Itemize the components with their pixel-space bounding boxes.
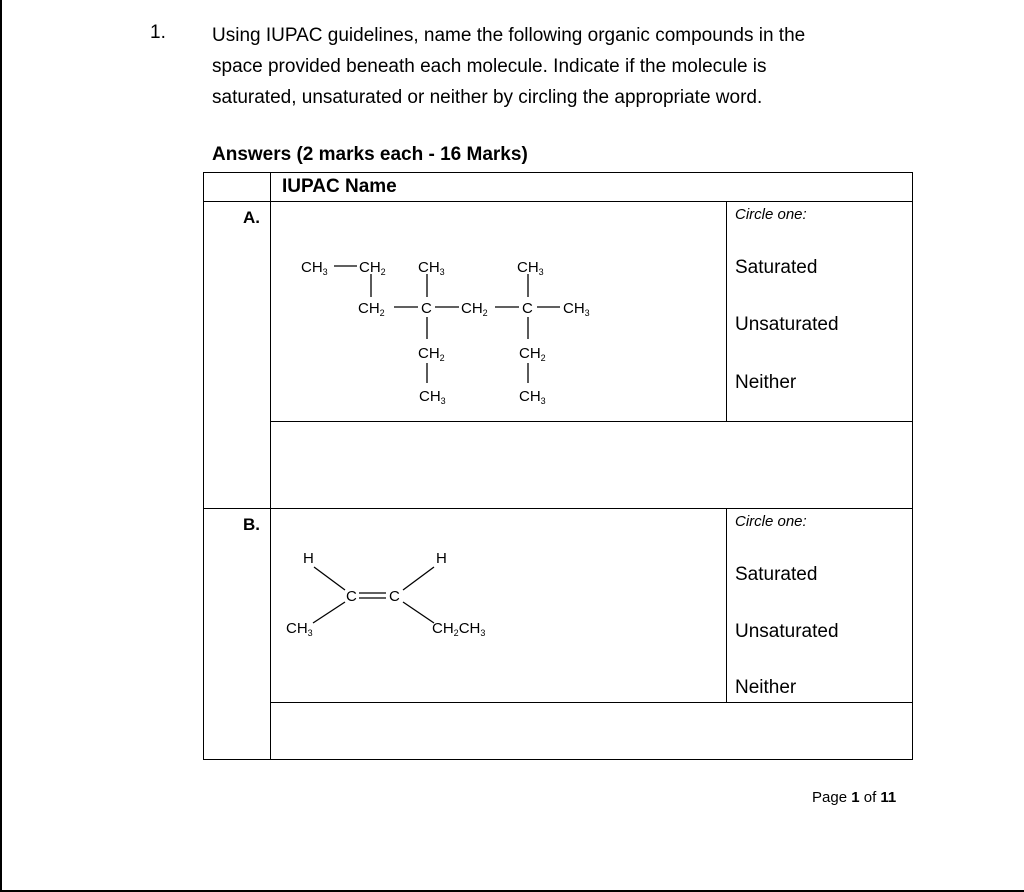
group-ch3: $CH_3$ — [301, 259, 328, 277]
question-line: Using IUPAC guidelines, name the following organic compounds in the — [212, 25, 806, 46]
option-neither[interactable]: Neither — [735, 677, 797, 698]
group-ch2: $CH_2$ — [519, 345, 546, 363]
circle-one-label: Circle one: — [735, 513, 807, 530]
group-ch2: $CH_2$ — [359, 259, 386, 277]
group-ch3: $CH_3$ — [419, 388, 446, 406]
group-ch3: $CH_3$ — [519, 388, 546, 406]
row-label-b: B. — [243, 515, 260, 534]
option-unsaturated[interactable]: Unsaturated — [735, 314, 839, 335]
column-header-iupac-name: IUPAC Name — [282, 176, 397, 197]
group-ch2: $CH_2$ — [418, 345, 445, 363]
question-line: space provided beneath each molecule. Indicate if the molecule is — [212, 56, 767, 77]
row-label-a: A. — [243, 208, 260, 227]
group-ch2: $CH_2$ — [461, 300, 488, 318]
atom-h: H — [303, 550, 314, 567]
page-number: Page 1 of 11 — [812, 789, 897, 806]
atom-c: C — [522, 300, 533, 317]
atom-c: C — [346, 588, 357, 605]
atom-c: C — [421, 300, 432, 317]
option-saturated[interactable]: Saturated — [735, 564, 818, 585]
circle-one-label: Circle one: — [735, 206, 807, 223]
option-saturated[interactable]: Saturated — [735, 257, 818, 278]
option-neither[interactable]: Neither — [735, 372, 797, 393]
answers-heading: Answers (2 marks each - 16 Marks) — [212, 144, 528, 165]
group-ch3: $CH_3$ — [563, 300, 590, 318]
group-ch2ch3: $CH_2CH_3$ — [432, 620, 486, 638]
group-ch3: $CH_3$ — [418, 259, 445, 277]
atom-h: H — [436, 550, 447, 567]
option-unsaturated[interactable]: Unsaturated — [735, 621, 839, 642]
group-ch2: $CH_2$ — [358, 300, 385, 318]
question-number: 1. — [150, 22, 166, 43]
atom-c: C — [389, 588, 400, 605]
group-ch3: $CH_3$ — [286, 620, 313, 638]
group-ch3: $CH_3$ — [517, 259, 544, 277]
question-line: saturated, unsaturated or neither by circling the appropriate word. — [212, 87, 763, 108]
